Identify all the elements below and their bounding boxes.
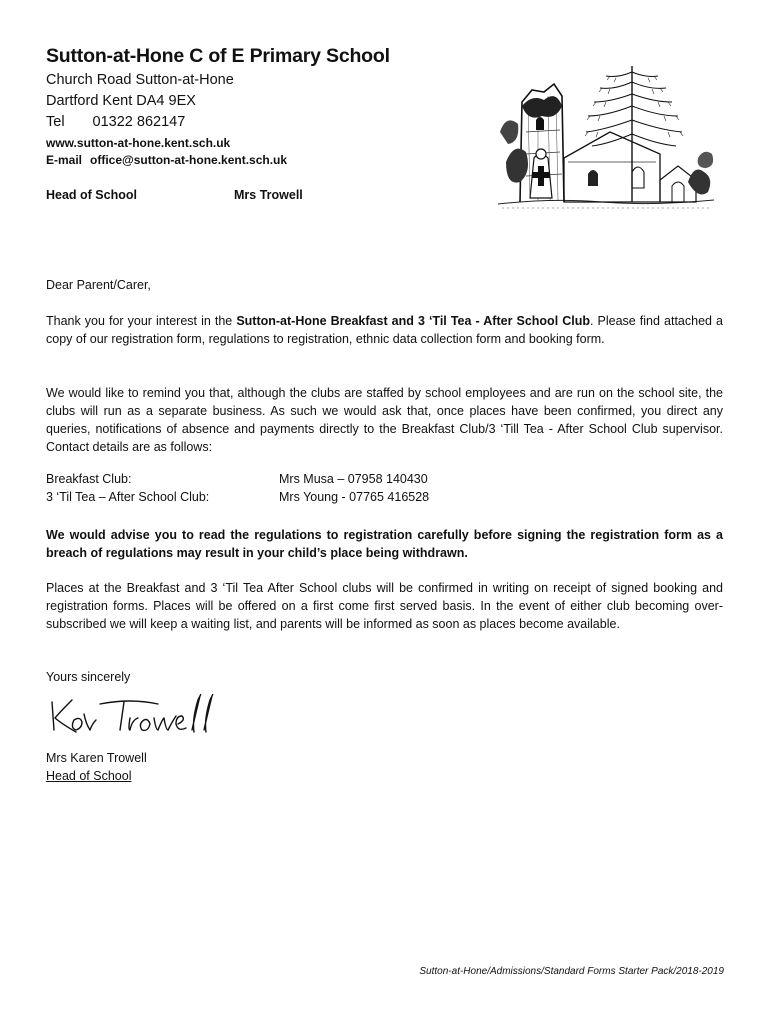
email-line <box>46 153 287 167</box>
address-line-2: Dartford Kent DA4 9EX <box>46 93 196 109</box>
contact-label-breakfast: Breakfast Club: <box>46 472 132 486</box>
telephone-line <box>46 114 185 130</box>
email-label: E-mail <box>46 153 83 167</box>
salutation: Dear Parent/Carer, <box>46 278 151 292</box>
signatory-name: Mrs Karen Trowell <box>46 751 147 765</box>
handwritten-signature <box>46 690 216 742</box>
church-illustration <box>492 62 720 210</box>
signatory-title: Head of School <box>46 769 132 783</box>
head-of-school-label: Head of School <box>46 188 137 202</box>
contact-value-breakfast: Mrs Musa – 07958 140430 <box>279 472 428 486</box>
paragraph-1 <box>46 312 723 348</box>
address-line-1: Church Road Sutton-at-Hone <box>46 72 234 88</box>
contact-value-after-school: Mrs Young - 07765 416528 <box>279 490 430 504</box>
paragraph-3-warning: We would advise you to read the regulations to registration carefully before signing the registration form as a breach of regulations may result in your child’s place being withdrawn. <box>46 528 723 560</box>
head-of-school-name: Mrs Trowell <box>234 188 303 202</box>
club-name: Sutton-at-Hone Breakfast and 3 ‘Til Tea - After School Club <box>236 314 590 328</box>
tel-label: Tel <box>46 114 65 130</box>
paragraph-4: Places at the Breakfast and 3 ‘Til Tea After School clubs will be confirmed in writing on receipt of signed booking and registration forms. Places will be offered on a first come first served basis. In the event of either club becoming over-subscribed we will keep a waiting list, and parents will be informed as soon as places become available. <box>46 581 723 631</box>
website-link[interactable]: www.sutton-at-hone.kent.sch.uk <box>46 136 231 150</box>
school-name: Sutton-at-Hone C of E Primary School <box>46 45 390 67</box>
paragraph-1-rest: . Please find attached a copy of our registration form, regulations to registration, ethnic data collection form and booking form. <box>46 314 723 346</box>
closing: Yours sincerely <box>46 670 131 684</box>
footer-reference: Sutton-at-Hone/Admissions/Standard Forms Starter Pack/2018-2019 <box>419 966 724 977</box>
contact-label-after-school: 3 ‘Til Tea – After School Club: <box>46 490 210 504</box>
paragraph-2: We would like to remind you that, although the clubs are staffed by school employees and are run on the school site, the clubs will run as a separate business. As such we would ask that, once places have been confirmed, you direct any queries, notifications of absence and payments directly to the Breakfast Club/3 ‘Till Tea - After School Club supervisor. Contact details are as follows: <box>46 386 723 454</box>
tel-number: 01322 862147 <box>92 114 186 130</box>
paragraph-1-intro: Thank you for your interest in the <box>46 314 237 328</box>
email-link[interactable]: office@sutton-at-hone.kent.sch.uk <box>90 153 288 167</box>
